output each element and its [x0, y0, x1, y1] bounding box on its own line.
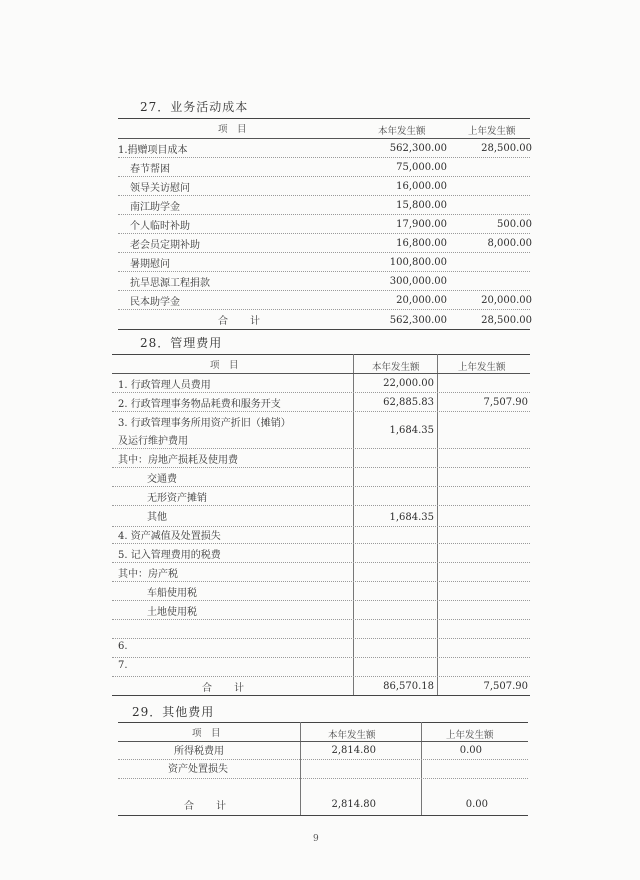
section-28-title: 28．管理费用 — [140, 336, 223, 350]
table-29-col-divider-2 — [421, 722, 422, 815]
table-28-col-previous: 上年发生额 — [458, 362, 506, 373]
table-28-row-label: 其中：房产税 — [118, 569, 178, 580]
table-28-bottom-rule — [112, 695, 530, 696]
table-28-row-label: 3. 行政管理事务所用资产折旧（摊销） — [118, 418, 291, 429]
table-28-total-previous: 7,507.90 — [483, 681, 528, 692]
table-28-col-current: 本年发生额 — [372, 362, 420, 373]
table-29-col-item: 项 目 — [192, 728, 221, 739]
row-divider — [118, 176, 530, 177]
table-27-row-current: 17,900.00 — [396, 219, 447, 230]
table-27-row-current: 16,000.00 — [396, 181, 447, 192]
table-29-total-label: 合 计 — [184, 801, 232, 812]
row-divider — [112, 638, 530, 639]
table-27-row-previous: 500.00 — [497, 219, 532, 230]
table-28-row-label: 1. 行政管理人员费用 — [118, 380, 211, 391]
table-29-row-previous: 0.00 — [459, 745, 482, 756]
table-28-col-divider-1 — [353, 354, 354, 695]
table-28-row-current: 62,885.83 — [383, 397, 434, 408]
table-27-row-label: 老会员定期补助 — [130, 240, 200, 251]
row-divider — [118, 778, 528, 779]
table-27-row-current: 15,800.00 — [396, 200, 447, 211]
table-27-row-current: 75,000.00 — [396, 162, 447, 173]
table-28-row-label: 7. — [118, 660, 128, 671]
table-28-row-label: 及运行维护费用 — [118, 436, 188, 447]
table-29-col-current: 本年发生额 — [328, 730, 376, 741]
table-28-row-label: 其他 — [147, 512, 167, 523]
table-27-total-current: 562,300.00 — [389, 315, 447, 326]
table-28-col-item: 项 目 — [210, 360, 239, 371]
table-29-col-previous: 上年发生额 — [446, 730, 494, 741]
row-divider — [112, 411, 530, 412]
table-27-row-label: 1.捐赠项目成本 — [118, 145, 188, 156]
table-27-row-current: 16,800.00 — [396, 238, 447, 249]
row-divider — [118, 271, 530, 272]
table-29-total-current: 2,814.80 — [331, 799, 376, 810]
table-27-row-label: 抗旱思源工程捐款 — [130, 278, 210, 289]
table-27-row-previous: 28,500.00 — [481, 143, 532, 154]
table-28-header-rule — [112, 373, 530, 374]
table-28-row-label: 5. 记入管理费用的税费 — [118, 550, 221, 561]
row-divider — [112, 562, 530, 563]
table-28-total-label: 合 计 — [202, 683, 250, 694]
table-27-row-previous: 8,000.00 — [487, 238, 532, 249]
table-27-row-previous: 20,000.00 — [481, 295, 532, 306]
table-27-row-label: 暑期慰问 — [130, 259, 170, 270]
table-27-total-label: 合 计 — [218, 316, 266, 327]
row-divider — [118, 214, 530, 215]
row-divider — [112, 657, 530, 658]
row-divider — [112, 581, 530, 582]
row-divider — [112, 467, 530, 468]
section-27-title: 27．业务活动成本 — [140, 100, 249, 114]
row-divider — [112, 392, 530, 393]
table-29-row-current: 2,814.80 — [331, 745, 376, 756]
row-divider — [112, 676, 530, 677]
table-28-row-current: 22,000.00 — [383, 378, 434, 389]
table-28-row-label: 无形资产摊销 — [147, 493, 207, 504]
table-28-top-rule — [112, 354, 530, 355]
table-27-row-label: 领导关访慰问 — [130, 183, 190, 194]
table-28-row-label: 4. 资产减值及处置损失 — [118, 531, 221, 542]
table-28-row-current: 1,684.35 — [389, 512, 434, 523]
table-27-row-label: 个人临时补助 — [130, 221, 190, 232]
table-28-row-label: 其中：房地产损耗及使用费 — [118, 455, 238, 466]
row-divider — [112, 448, 530, 449]
table-28-row-current: 1,684.35 — [389, 425, 434, 436]
table-27-row-label: 民本助学金 — [130, 297, 180, 308]
table-27-col-current: 本年发生额 — [378, 126, 426, 137]
table-28-total-current: 86,570.18 — [383, 681, 434, 692]
table-27-row-label: 春节帮困 — [130, 164, 170, 175]
table-27-header-rule — [118, 138, 530, 139]
table-27-col-item: 项 目 — [218, 124, 247, 135]
row-divider — [118, 233, 530, 234]
table-28-row-label: 车船使用税 — [147, 588, 197, 599]
table-27-row-current: 20,000.00 — [396, 295, 447, 306]
page-number: 9 — [313, 834, 319, 844]
row-divider — [112, 619, 530, 620]
row-divider — [118, 309, 530, 310]
table-28-col-divider-2 — [437, 354, 438, 695]
table-28-row-label: 6. — [118, 641, 128, 652]
table-27-col-previous: 上年发生额 — [468, 126, 516, 137]
table-27-top-rule — [118, 118, 530, 119]
table-27-row-current: 300,000.00 — [389, 276, 447, 287]
row-divider — [118, 195, 530, 196]
table-29-total-previous: 0.00 — [465, 799, 488, 810]
section-29-title: 29．其他费用 — [132, 705, 215, 719]
row-divider — [112, 600, 530, 601]
row-divider — [112, 486, 530, 487]
row-divider — [118, 157, 530, 158]
table-27-row-label: 南江助学金 — [130, 202, 180, 213]
table-29-col-divider-1 — [300, 722, 301, 815]
table-27-row-current: 100,800.00 — [389, 257, 447, 268]
table-28-row-label: 2. 行政管理事务物品耗费和服务开支 — [118, 399, 281, 410]
row-divider — [112, 543, 530, 544]
row-divider — [112, 505, 530, 506]
table-27-row-current: 562,300.00 — [389, 143, 447, 154]
table-29-top-rule — [118, 722, 528, 723]
table-29-row-label: 资产处置损失 — [168, 764, 228, 775]
table-28-row-previous: 7,507.90 — [483, 397, 528, 408]
table-27-bottom-rule — [118, 329, 530, 330]
table-28-row-label: 交通费 — [147, 474, 177, 485]
table-29-row-label: 所得税费用 — [174, 746, 224, 757]
row-divider — [118, 252, 530, 253]
row-divider — [118, 290, 530, 291]
table-27-total-previous: 28,500.00 — [481, 315, 532, 326]
table-28-row-label: 土地使用税 — [147, 607, 197, 618]
table-29-bottom-rule — [118, 815, 528, 816]
